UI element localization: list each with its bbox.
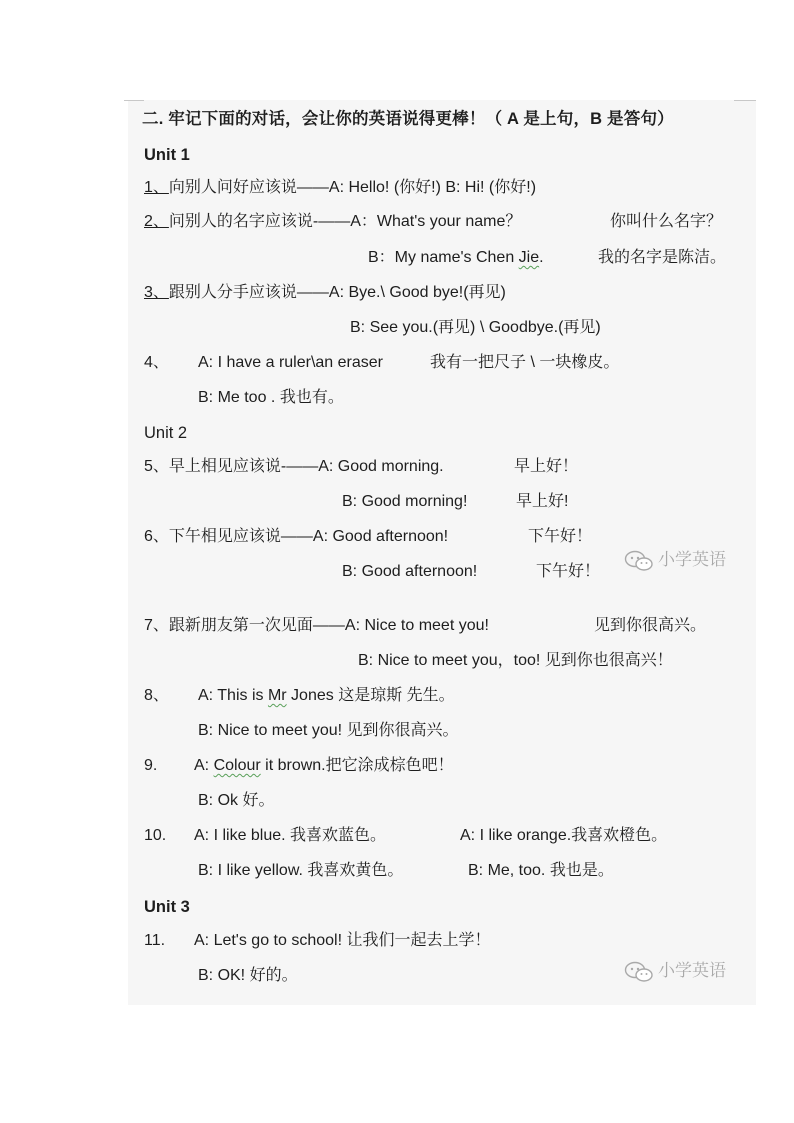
line-10-number: 10.	[144, 827, 167, 844]
line-1-text: 向别人问好应该说——A: Hello! (你好!) B: Hi! (你好!)	[168, 179, 537, 196]
line-5-chinese: 早上好！	[514, 458, 579, 475]
line-9-question-pre: A:	[194, 757, 214, 774]
watermark-1-text: 小学英语	[658, 550, 726, 569]
line-8-answer: B: Nice to meet you! 见到你很高兴。	[198, 722, 459, 739]
line-2-answer-chinese: 我的名字是陈洁。	[598, 249, 727, 266]
line-2-question: 问别人的名字应该说-——A：What's your name？	[168, 213, 522, 230]
line-3-text: 跟别人分手应该说——A: Bye.\ Good bye!(再见)	[168, 284, 506, 301]
watermark-1	[624, 547, 726, 573]
line-5-answer: B: Good morning!	[342, 493, 468, 510]
wechat-icon	[624, 550, 654, 572]
line-7-answer: B: Nice to meet you，too! 见到你也很高兴！	[358, 652, 673, 669]
line-2-answer-name: Jie	[518, 249, 540, 266]
line-4-answer: B: Me too . 我也有。	[198, 389, 344, 406]
section-title: 二. 牢记下面的对话，会让你的英语说得更棒！（ A 是上句，B 是答句）	[142, 110, 674, 128]
line-3-answer: B: See you.(再见) \ Goodbye.(再见)	[350, 319, 601, 336]
line-8-number: 8、	[144, 687, 169, 704]
line-9-question-post: it brown.把它涂成棕色吧！	[260, 757, 454, 774]
line-5-question: 5、早上相见应该说-——A: Good morning.	[144, 458, 444, 475]
line-1	[144, 178, 536, 198]
line-2-chinese: 你叫什么名字？	[610, 213, 723, 230]
line-4-question: A: I have a ruler\an eraser	[198, 354, 383, 371]
wechat-icon	[624, 961, 654, 983]
line-11-number: 11.	[144, 932, 166, 949]
line-10-answer-2: B: Me, too. 我也是。	[468, 862, 614, 879]
line-11-question: A: Let's go to school! 让我们一起去上学！	[194, 932, 491, 949]
line-11-answer: B: OK! 好的。	[198, 967, 298, 984]
line-4-chinese: 我有一把尺子 \ 一块橡皮。	[430, 354, 620, 371]
line-9-number: 9.	[144, 757, 158, 774]
line-2	[144, 212, 521, 232]
line-2-answer	[368, 248, 544, 268]
line-2-answer-post: .	[539, 249, 544, 266]
line-2-answer-pre: B：My name's Chen	[368, 249, 519, 266]
line-3-number: 3、	[144, 284, 169, 301]
unit-2-heading: Unit 2	[144, 424, 188, 442]
line-4-number: 4、	[144, 354, 169, 371]
line-8-question-post: Jones 这是琼斯 先生。	[286, 687, 455, 704]
watermark-2-text: 小学英语	[658, 961, 726, 980]
line-10-answer-1: B: I like yellow. 我喜欢黄色。	[198, 862, 404, 879]
line-3	[144, 283, 506, 303]
watermark-2	[624, 958, 726, 984]
unit-3-heading: Unit 3	[144, 898, 190, 916]
line-7-chinese: 见到你很高兴。	[594, 617, 707, 634]
line-10-question-1: A: I like blue. 我喜欢蓝色。	[194, 827, 387, 844]
line-8-question-pre: A: This is	[198, 687, 268, 704]
line-2-number: 2、	[144, 213, 169, 230]
unit-1-heading: Unit 1	[144, 146, 190, 164]
line-6-chinese: 下午好！	[528, 528, 593, 545]
line-9-question	[194, 756, 454, 776]
header-rule-left	[124, 100, 144, 101]
line-6-answer: B: Good afternoon!	[342, 563, 478, 580]
line-6-question: 6、下午相见应该说——A: Good afternoon!	[144, 528, 449, 545]
line-7-question: 7、跟新朋友第一次见面——A: Nice to meet you!	[144, 617, 489, 634]
header-rule-right	[734, 100, 756, 101]
line-6-answer-chinese: 下午好！	[536, 563, 601, 580]
line-5-answer-chinese: 早上好!	[516, 493, 569, 510]
line-8-question	[198, 686, 455, 706]
line-9-question-word: Colour	[213, 757, 261, 774]
line-9-answer: B: Ok 好。	[198, 792, 275, 809]
line-1-number: 1、	[144, 179, 169, 196]
line-10-question-2: A: I like orange.我喜欢橙色。	[460, 827, 668, 844]
line-8-question-title: Mr	[267, 687, 287, 704]
